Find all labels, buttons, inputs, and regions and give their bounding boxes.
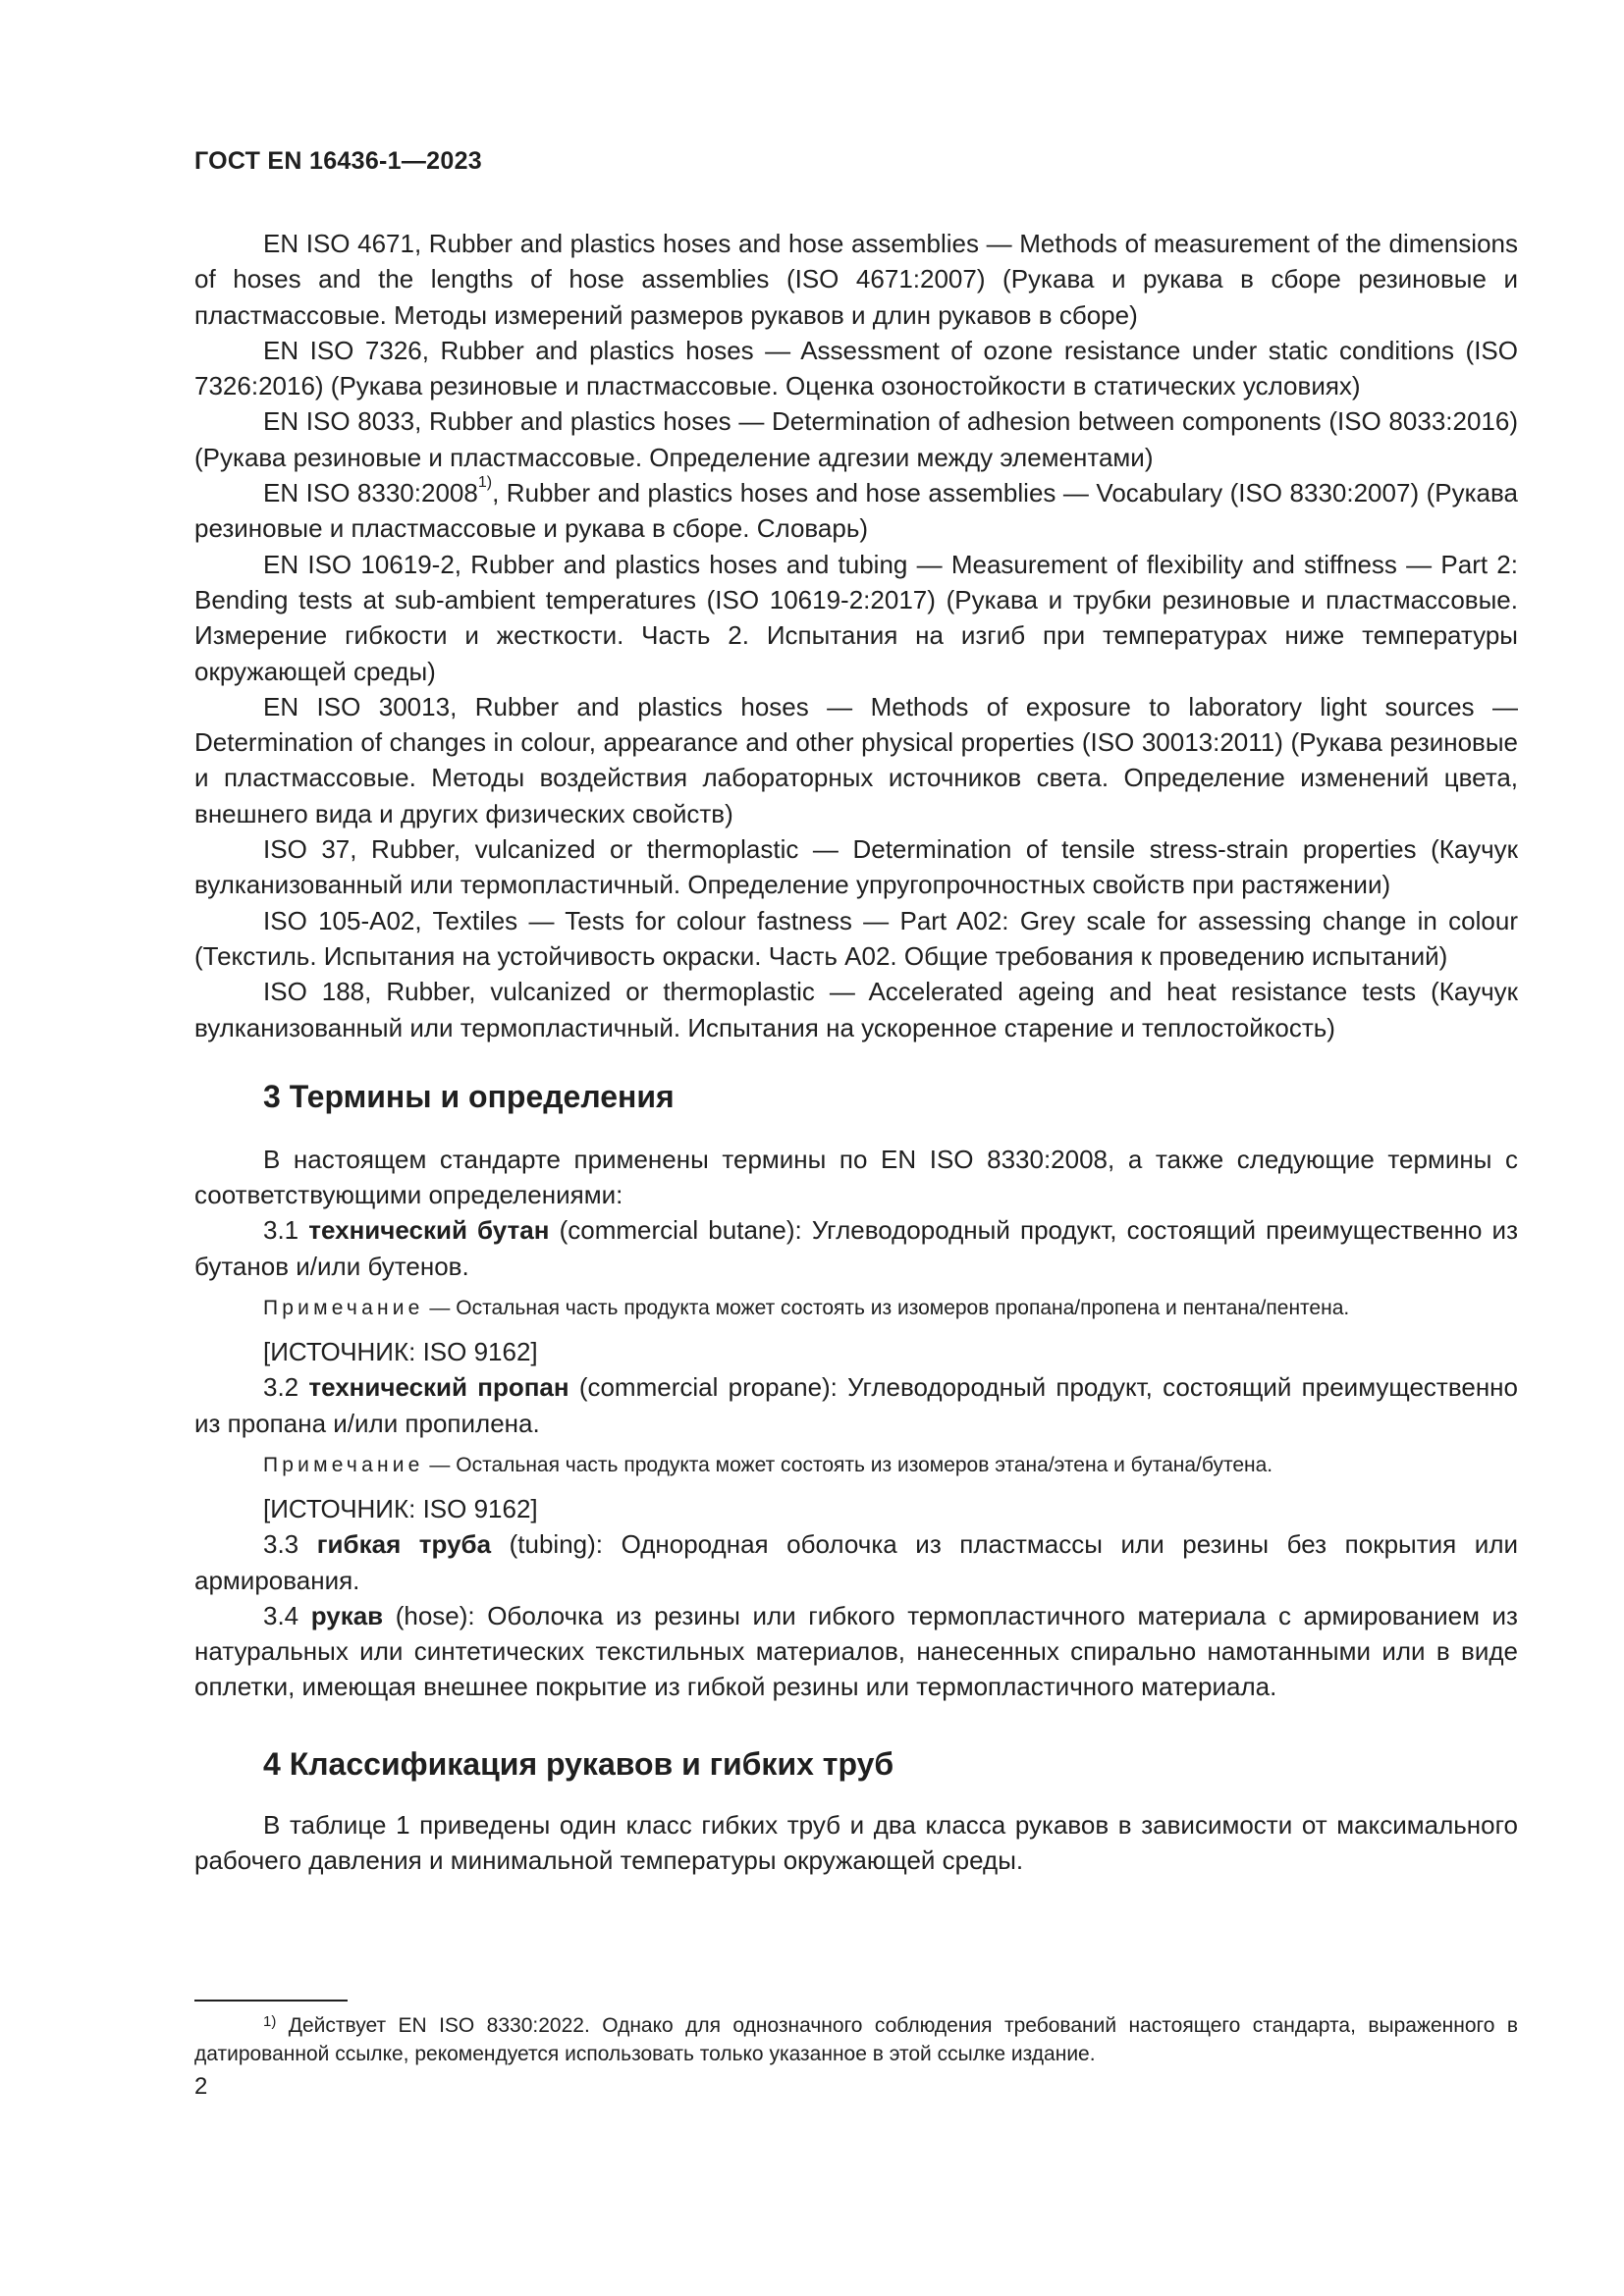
term-name: рукав bbox=[310, 1600, 384, 1630]
term-name: технический бутан bbox=[308, 1215, 550, 1246]
document-header: ГОСТ EN 16436-1—2023 bbox=[194, 147, 482, 175]
note-label: Примечание bbox=[263, 1297, 424, 1320]
footnote bbox=[194, 2011, 1518, 2068]
term-3-3 bbox=[194, 1526, 1518, 1598]
term-number: 3.1 bbox=[263, 1215, 309, 1246]
note-3-1 bbox=[194, 1294, 1518, 1322]
section-3-intro: В настоящем стандарте применены термины по EN ISO 8330:2008, а также следующие термины с соответствующими определениями: bbox=[194, 1144, 1518, 1210]
source-3-1: [ИСТОЧНИК: ISO 9162] bbox=[263, 1337, 538, 1367]
term-definition: (commercial butane): Углеводородный продукт, состоящий преимущественно из бутанов и/или бутенов. bbox=[194, 1215, 1519, 1281]
reference-item: ISO 37, Rubber, vulcanized or thermoplastic — Determination of tensile stress-strain properties (Каучук вулканизованный или термопластичный. Определение упругопрочностных свойств при растяжении) bbox=[194, 834, 1518, 900]
reference-item: EN ISO 8033, Rubber and plastics hoses — Determination of adhesion between components (ISO 8033:2016) (Рукава резиновые и пластмассовые. Определение адгезии между элементами) bbox=[194, 406, 1518, 472]
term-name: гибкая труба bbox=[316, 1529, 492, 1560]
term-definition: (tubing): Однородная оболочка из пластмассы или резины без покрытия или армирования. bbox=[194, 1529, 1519, 1595]
note-text: — Остальная часть продукта может состоять из изомеров пропана/пропена и пентана/пентена. bbox=[423, 1297, 1350, 1320]
footnote-divider bbox=[194, 2000, 348, 2002]
reference-item: EN ISO 4671, Rubber and plastics hoses and hose assemblies — Methods of measurement of the dimensions of hoses and the lengths of hose assemblies (ISO 4671:2007) (Рукава и рукава в сборе резиновые и пластмассовые. Методы измерений размеров рукавов и длин рукавов в сборе) bbox=[194, 229, 1518, 330]
section-4-heading: 4 Классификация рукавов и гибких труб bbox=[263, 1745, 894, 1782]
term-3-2 bbox=[194, 1369, 1518, 1441]
section-3-heading: 3 Термины и определения bbox=[263, 1078, 675, 1114]
reference-item: EN ISO 30013, Rubber and plastics hoses — Methods of exposure to laboratory light sources — Determination of changes in colour, appearance and other physical properties (ISO 30013:2011) (Рукава резиновые и пластмассовые. Методы воздействия лабораторных источников света. Определение изменений цвета, внешнего вида и других физических свойств) bbox=[194, 691, 1518, 828]
reference-item: EN ISO 7326, Rubber and plastics hoses — Assessment of ozone resistance under static conditions (ISO 7326:2016) (Рукава резиновые и пластмассовые. Оценка озоностойкости в статических условиях) bbox=[194, 335, 1518, 401]
source-3-2: [ИСТОЧНИК: ISO 9162] bbox=[263, 1493, 538, 1523]
page-content bbox=[194, 226, 1518, 1878]
term-number: 3.4 bbox=[263, 1600, 311, 1630]
section-4-text: В таблице 1 приведены один класс гибких труб и два класса рукавов в зависимости от максимального рабочего давления и минимальной температуры окружающей среды. bbox=[194, 1809, 1518, 1875]
reference-item bbox=[194, 475, 1518, 547]
note-text: — Остальная часть продукта может состоять из изомеров этана/этена и бутана/бутена. bbox=[423, 1453, 1273, 1476]
reference-item: EN ISO 10619-2, Rubber and plastics hoses and tubing — Measurement of flexibility and stiffness — Part 2: Bending tests at sub-ambient temperatures (ISO 10619-2:2017) (Рукава и трубки резиновые и пластмассовые. Измерение гибкости и жесткости. Часть 2. Испытания на изгиб при температурах ниже температуры окружающей среды) bbox=[194, 549, 1518, 686]
footnote-reference[interactable]: 1) bbox=[477, 474, 493, 492]
footnote-marker: 1) bbox=[263, 2013, 277, 2030]
reference-item: ISO 105-A02, Textiles — Tests for colour fastness — Part A02: Grey scale for assessing change in colour (Текстиль. Испытания на устойчивость окраски. Часть А02. Общие требования к проведению испытаний) bbox=[194, 905, 1518, 971]
note-label: Примечание bbox=[263, 1453, 424, 1476]
reference-title: , Rubber and plastics hoses and hose assemblies — Vocabulary (ISO 8330:2007) (Рукава резиновые и пластмассовые и рукава в сборе. Словарь) bbox=[194, 478, 1518, 544]
term-3-4 bbox=[194, 1598, 1518, 1705]
reference-code: EN ISO 8330:2008 bbox=[263, 478, 478, 508]
term-definition: (hose): Оболочка из резины или гибкого термопластичного материала с армированием из натуральных или синтетических текстильных материалов, нанесенных спирально намотанными или в виде оплетки, имеющая внешнее покрытие из гибкой резины или термопластичного материала. bbox=[194, 1600, 1518, 1702]
footnote-text: Действует EN ISO 8330:2022. Однако для однозначного соблюдения требований настоящего стандарта, выраженного в датированной ссылке, рекомендуется использовать только указанное в этой ссылке издание. bbox=[194, 2014, 1518, 2065]
reference-item: ISO 188, Rubber, vulcanized or thermoplastic — Accelerated ageing and heat resistance tests (Каучук вулканизованный или термопластичный. Испытания на ускоренное старение и теплостойкость) bbox=[194, 977, 1518, 1042]
term-number: 3.3 bbox=[263, 1529, 317, 1560]
term-3-1 bbox=[194, 1212, 1518, 1284]
note-3-2 bbox=[194, 1451, 1518, 1479]
page-number: 2 bbox=[194, 2073, 208, 2100]
term-number: 3.2 bbox=[263, 1372, 309, 1403]
term-name: технический пропан bbox=[308, 1372, 569, 1403]
term-definition: (commercial propane): Углеводородный продукт, состоящий преимущественно из пропана и/или пропилена. bbox=[194, 1372, 1518, 1438]
